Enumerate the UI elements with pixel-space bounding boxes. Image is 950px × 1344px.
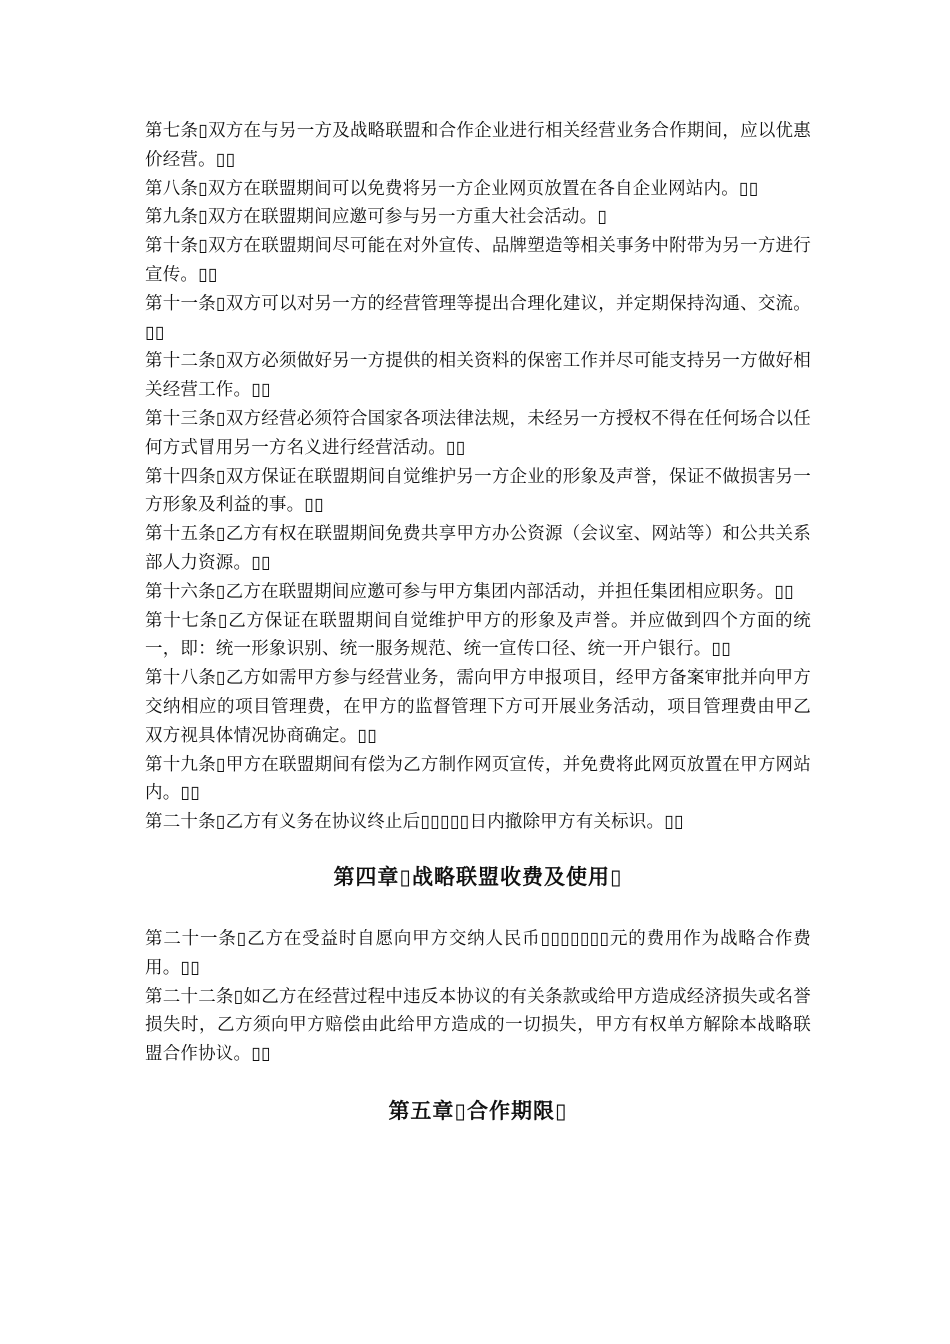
article-17: 第十七条▯乙方保证在联盟期间自觉维护甲方的形象及声誉。并应做到四个方面的统一，即：统一形象识别、统一服务规范、统一宣传口径、统一开户银行。▯▯ [145, 610, 811, 660]
article-12: 第十二条▯双方必须做好另一方提供的相关资料的保密工作并尽可能支持另一方做好相关经营工作。▯▯ [145, 351, 811, 401]
article-11: 第十一条▯双方可以对另一方的经营管理等提出合理化建议，并定期保持沟通、交流。▯▯ [145, 293, 811, 343]
article-19: 第十九条▯甲方在联盟期间有偿为乙方制作网页宣传，并免费将此网页放置在甲方网站内。▯▯ [145, 754, 811, 804]
article-21-text-before: 第二十一条▯乙方在受益时自愿向甲方交纳人民币 [145, 928, 541, 949]
article-22: 第二十二条▯如乙方在经营过程中违反本协议的有关条款或给甲方造成经济损失或名誉损失时，乙方须向甲方赔偿由此给甲方造成的一切损失，甲方有权单方解除本战略联盟合作协议。▯▯ [145, 986, 811, 1065]
article-9: 第九条▯双方在联盟期间应邀可参与另一方重大社会活动。▯ [145, 207, 608, 228]
article-10: 第十条▯双方在联盟期间尽可能在对外宣传、品牌塑造等相关事务中附带为另一方进行宣传。▯▯ [145, 236, 811, 285]
document-body [145, 117, 811, 1125]
article-14: 第十四条▯双方保证在联盟期间自觉维护另一方企业的形象及声誉，保证不做损害另一方形象及利益的事。▯▯ [145, 466, 811, 516]
article-20 [145, 808, 811, 837]
article-16: 第十六条▯乙方在联盟期间应邀可参与甲方集团内部活动，并担任集团相应职务。▯▯ [145, 581, 794, 602]
article-15: 第十五条▯乙方有权在联盟期间免费共享甲方办公资源（会议室、网站等）和公共关系部人力资源。▯▯ [145, 524, 811, 573]
chapter-5-heading: 第五章▯合作期限▯ [388, 1097, 568, 1123]
article-20-blank-days: ▯▯▯▯▯ [420, 812, 470, 833]
article-18: 第十八条▯乙方如需甲方参与经营业务，需向甲方申报项目，经甲方备案审批并向甲方交纳相应的项目管理费，在甲方的监督管理下方可开展业务活动，项目管理费由甲乙双方视具体情况协商确定。▯▯ [145, 668, 811, 746]
article-20-text-after: 日内撤除甲方有关标识。▯▯ [469, 812, 684, 833]
article-8: 第八条▯双方在联盟期间可以免费将另一方企业网页放置在各自企业网站内。▯▯ [145, 178, 759, 199]
article-21-text-after: 元的费用作为战略合作费用。▯▯ [145, 928, 811, 978]
article-21-blank-amount: ▯▯▯▯▯▯▯ [540, 928, 610, 949]
article-20-text-before: 第二十条▯乙方有义务在协议终止后 [145, 812, 421, 833]
chapter-4-heading: 第四章▯战略联盟收费及使用▯ [333, 863, 623, 889]
article-13: 第十三条▯双方经营必须符合国家各项法律法规，未经另一方授权不得在任何场合以任何方式冒用另一方名义进行经营活动。▯▯ [145, 408, 811, 458]
article-7: 第七条▯双方在与另一方及战略联盟和合作企业进行相关经营业务合作期间，应以优惠价经营。▯▯ [145, 121, 811, 170]
article-21 [145, 925, 811, 983]
